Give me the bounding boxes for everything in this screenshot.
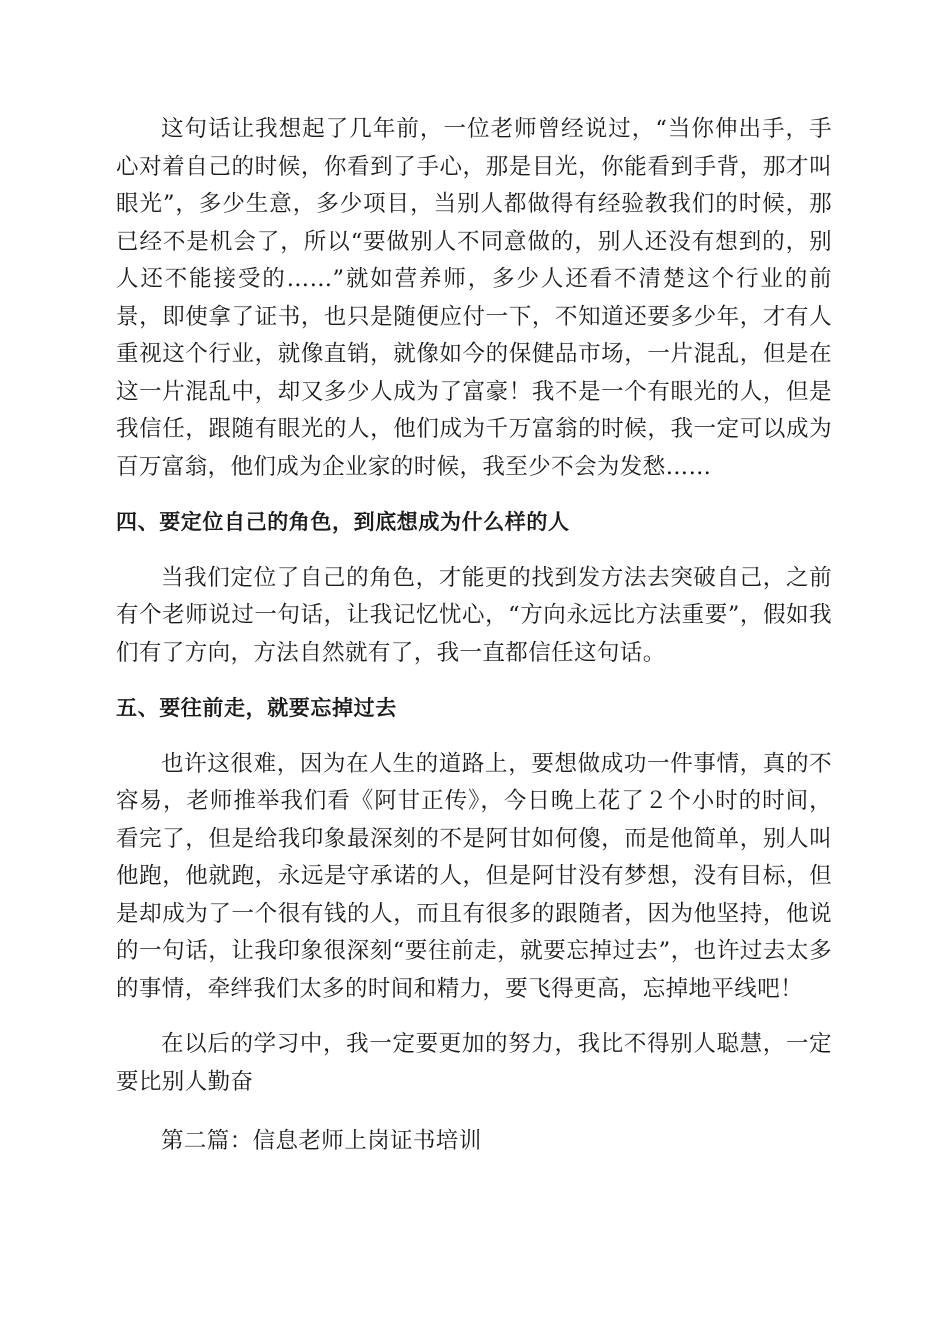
- document-page: [116, 111, 832, 1161]
- next-article-title: 第二篇：信息老师上岗证书培训: [161, 1128, 482, 1154]
- paragraph-spacer: [116, 672, 832, 690]
- body-paragraph: 也许这很难，因为在人生的道路上，要想做成功一件事情，真的不容易，老师推举我们看《阿甘正传》，今日晚上花了２个小时的时间，看完了，但是给我印象最深刻的不是阿甘如何傻，而是他简单，别人叫他跑，他就跑，永远是守承诺的人，但是阿甘没有梦想，没有目标，但是却成为了一个很有钱的人，而且有很多的跟随者，因为他坚持，他说的一句话，让我印象很深刻“要往前走，就要忘掉过去”，也许过去太多的事情，牵绊我们太多的时间和精力，要飞得更高，忘掉地平线吧！: [116, 750, 832, 1002]
- body-paragraph: 这句话让我想起了几年前，一位老师曾经说过，“当你伸出手，手心对着自己的时候，你看到了手心，那是目光，你能看到手背，那才叫眼光”，多少生意，多少项目，当别人都做得有经验教我们的时候，那已经不是机会了，所以“要做别人不同意做的，别人还没有想到的，别人还不能接受的……”就如营养师，多少人还看不清楚这个行业的前景，即使拿了证书，也只是随便应付一下，不知道还要多少年，才有人重视这个行业，就像直销，就像如今的保健品市场，一片混乱，但是在这一片混乱中，却又多少人成为了富豪！我不是一个有眼光的人，但是我信任，跟随有眼光的人，他们成为千万富翁的时候，我一定可以成为百万富翁，他们成为企业家的时候，我至少不会为发愁……: [116, 116, 832, 480]
- section-heading: 四、要定位自己的角色，到底想成为什么样的人: [116, 510, 570, 534]
- body-paragraph: 当我们定位了自己的角色，才能更的找到发方法去突破自己，之前有个老师说过一句话，让我记忆忧心，“方向永远比方法重要”，假如我们有了方向，方法自然就有了，我一直都信任这句话。: [116, 564, 832, 666]
- body-paragraph: 在以后的学习中，我一定要更加的努力，我比不得别人聪慧，一定要比别人勤奋: [116, 1031, 832, 1095]
- section-heading: 五、要往前走，就要忘掉过去: [116, 696, 397, 720]
- paragraph-spacer: [116, 728, 832, 746]
- paragraph-spacer: [116, 1101, 832, 1123]
- paragraph-spacer: [116, 486, 832, 504]
- paragraph-spacer: [116, 542, 832, 560]
- paragraph-spacer: [116, 1008, 832, 1026]
